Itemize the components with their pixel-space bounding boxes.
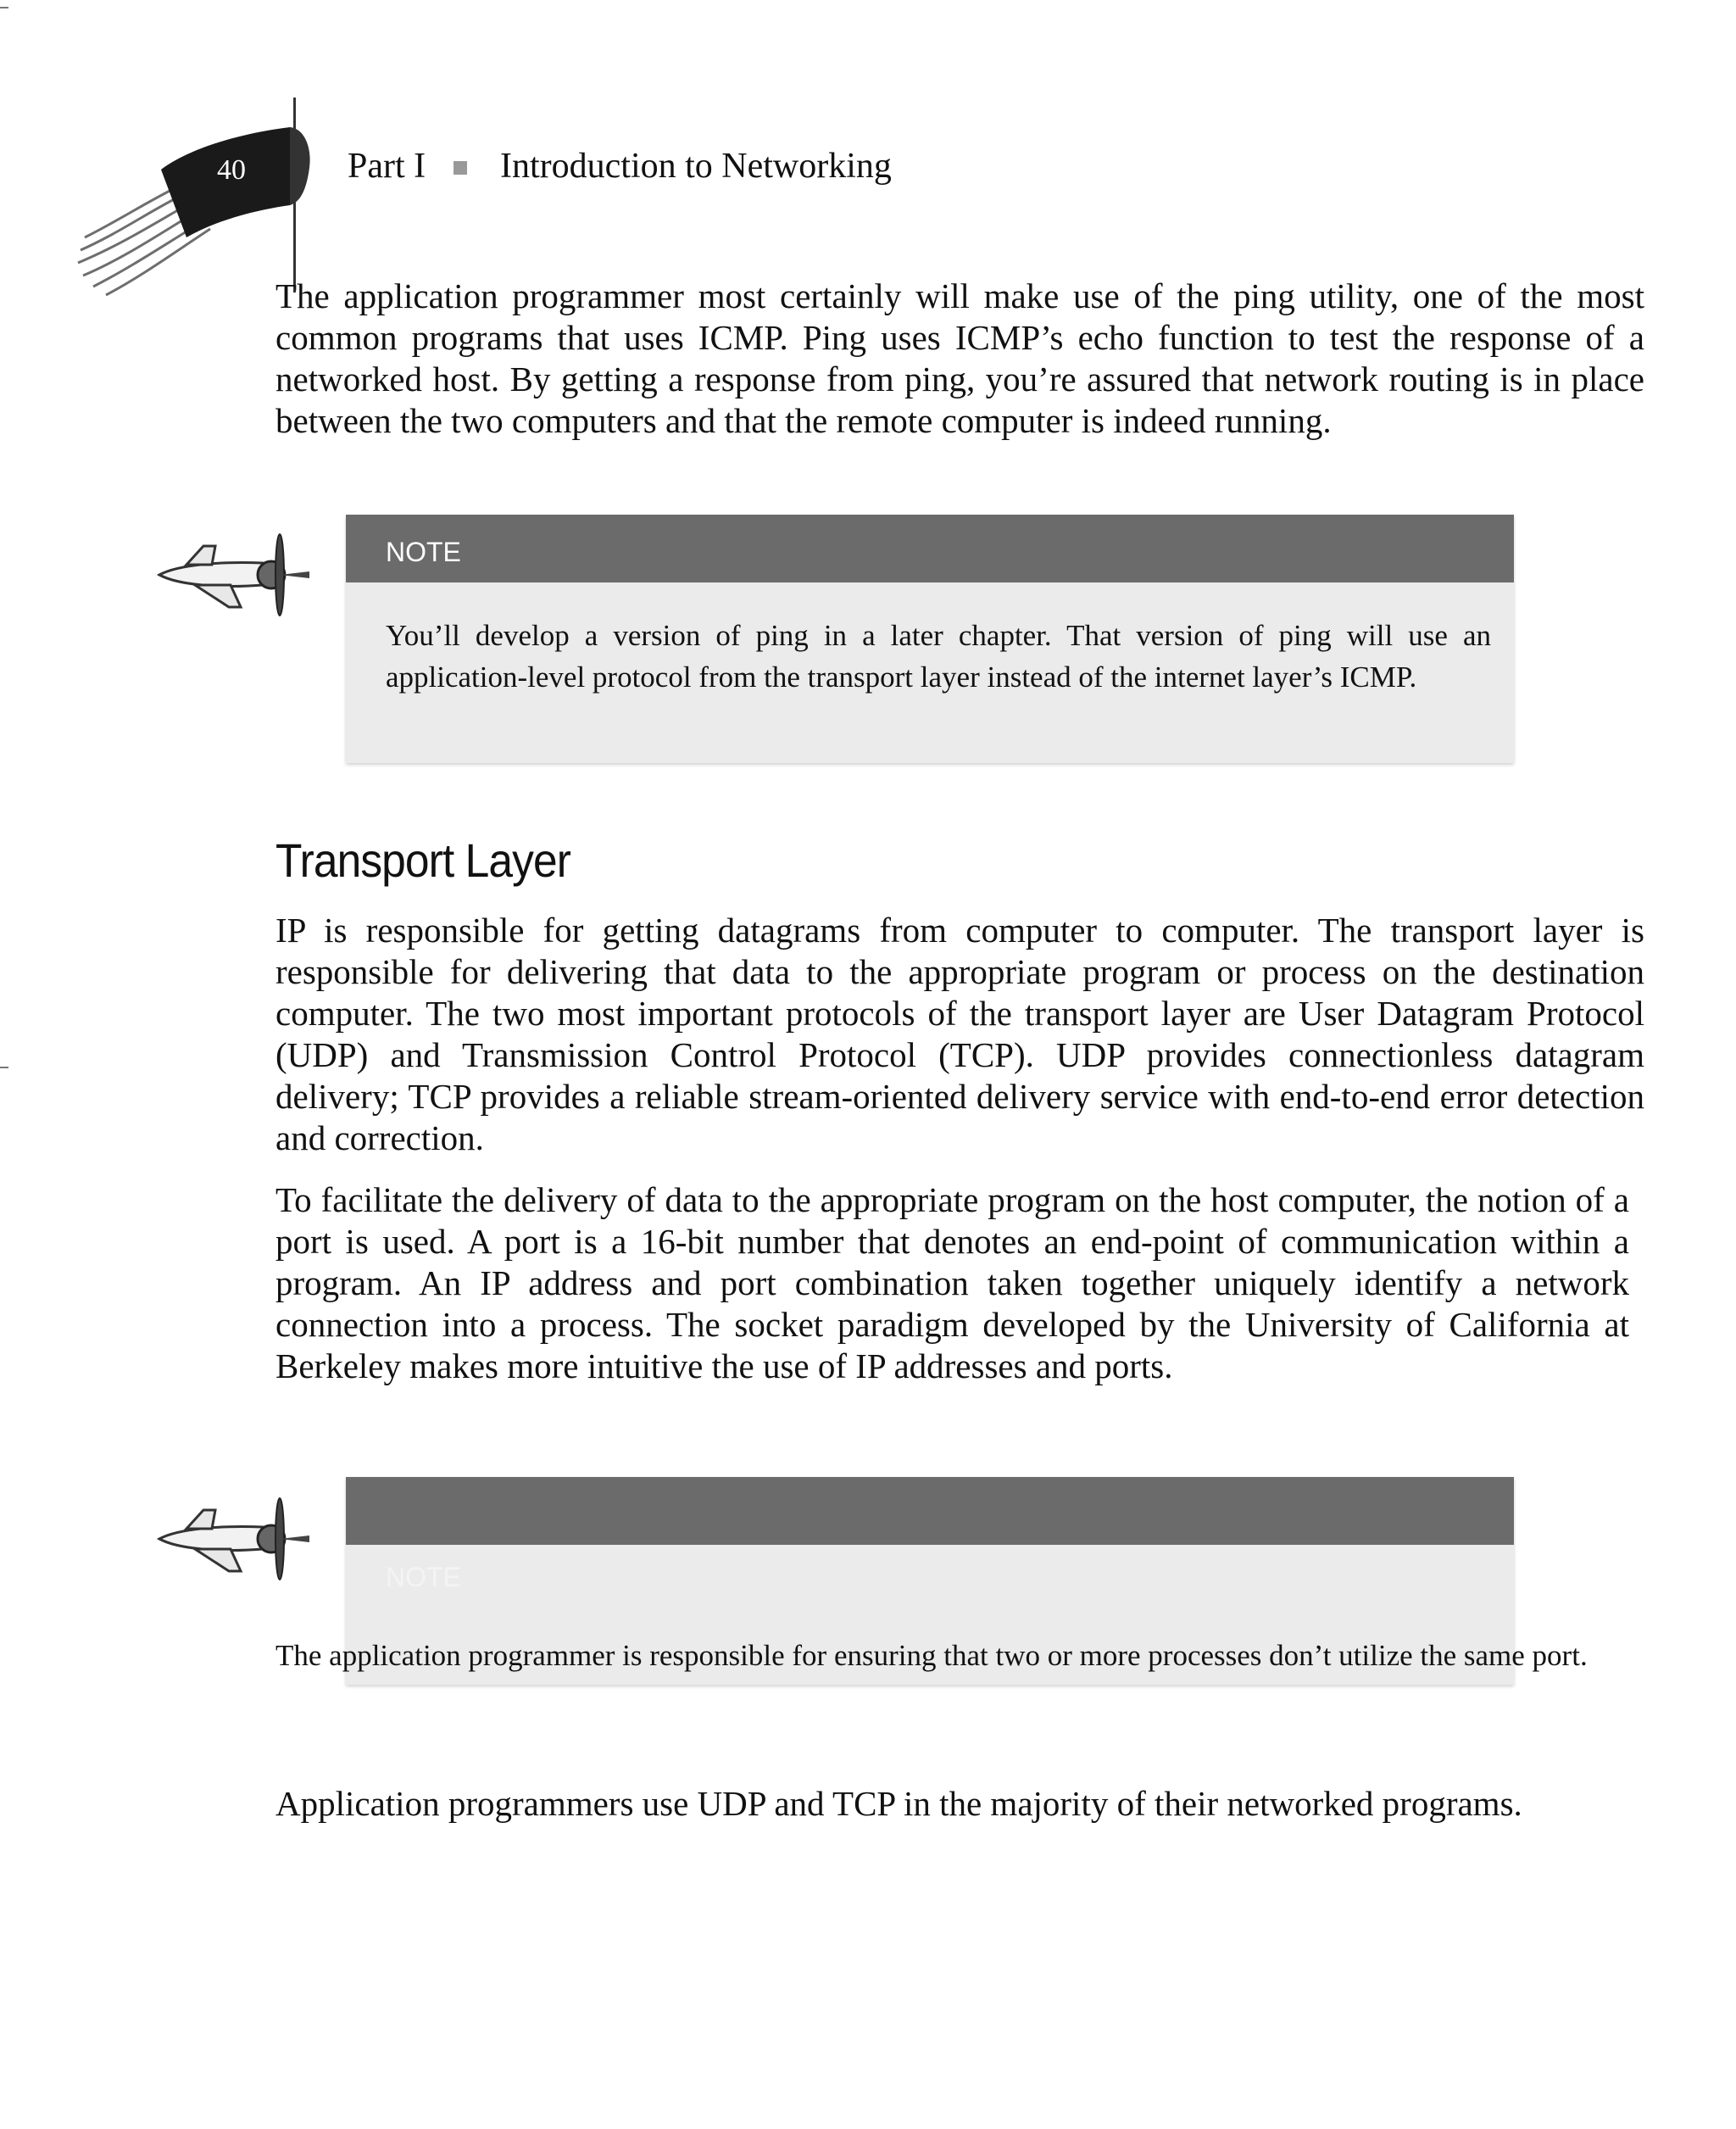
note-box <box>346 515 1514 763</box>
scan-edge-mark <box>0 1067 8 1068</box>
note-header-bar <box>346 1477 1514 1545</box>
note-label: NOTE <box>386 1562 461 1592</box>
header-chapter-title: Introduction to Networking <box>500 147 892 186</box>
scan-edge-mark <box>0 7 8 8</box>
note-text: You’ll develop a version of ping in a later chapter. That version of ping will use an application-level protocol from the transport layer instead of the internet layer’s ICMP. <box>386 619 1491 694</box>
note-header-bar <box>346 515 1514 582</box>
paragraph-intro: The application programmer most certainly will make use of the ping utility, one of the most common programs that uses ICMP. Ping uses ICMP’s echo function to test the response of a networked host. By getting a response from ping, you’re assured that network routing is in place between the two computers and that the remote computer is indeed running. <box>275 276 1644 440</box>
section-heading: Transport Layer <box>275 833 570 887</box>
note-text: The application programmer is responsible for ensuring that two or more processes don’t utilize the same port. <box>275 1639 1588 1672</box>
paragraph-closing: Application programmers use UDP and TCP in the majority of their networked programs. <box>275 1784 1522 1823</box>
note-label: NOTE <box>386 537 461 567</box>
airplane-icon <box>153 524 314 626</box>
paragraph-transport-2: To facilitate the delivery of data to the appropriate program on the host computer, the notion of a port is used. A port is a 16-bit number that denotes an end-point of communication within a program. An IP address and port combination taken together uniquely identify a network connection into a process. The socket paradigm developed by the University of California at Berkeley makes more intuitive the use of IP addresses and ports. <box>275 1180 1629 1385</box>
header-banner-icon <box>68 93 322 297</box>
header-vertical-rule <box>293 98 296 293</box>
header-part-label: Part I <box>348 147 426 186</box>
paragraph-transport-1: IP is responsible for getting datagrams from computer to computer. The transport layer is responsible for delivering that data to the appropriate program or process on the destination computer. The two most important protocols of the transport layer are User Datagram Protocol (UDP) and Transmission Control Protocol (TCP). UDP provides connectionless datagram delivery; TCP provides a reliable stream-oriented delivery service with end-to-end error detection and correction. <box>275 911 1644 1157</box>
page-number: 40 <box>217 154 246 186</box>
header-separator-square <box>453 161 467 175</box>
airplane-icon <box>153 1488 314 1590</box>
